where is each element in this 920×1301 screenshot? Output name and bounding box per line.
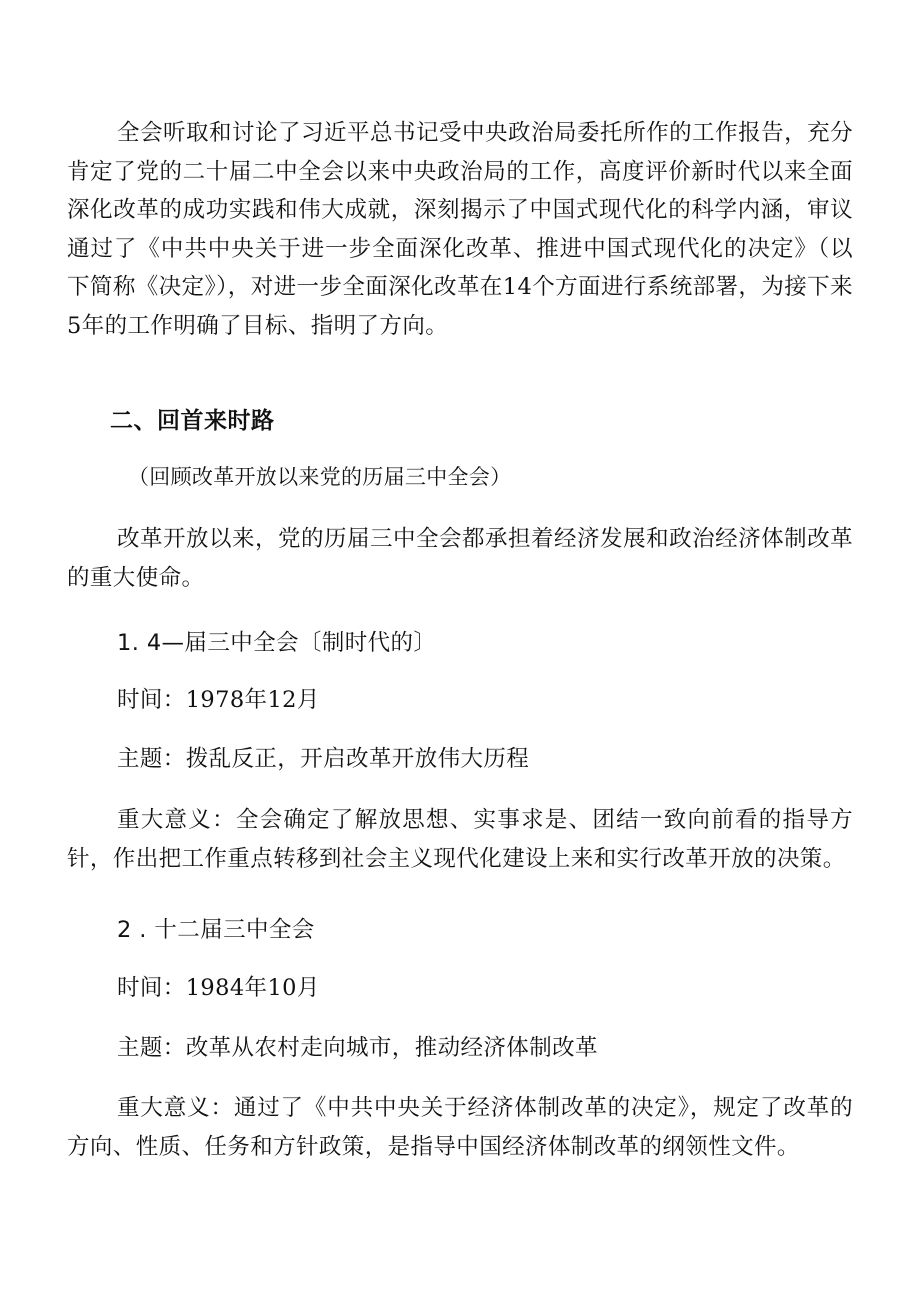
- section-subheading: （回顾改革开放以来党的历届三中全会）: [128, 465, 512, 489]
- item-1-title: 1. 4—届三中全会〔制时代的〕: [117, 630, 437, 656]
- intro-paragraph: 全会听取和讨论了习近平总书记受中央政治局委托所作的工作报告，充分肯定了党的二十届二中全会以来中央政治局的工作，高度评价新时代以来全面深化改革的成功实践和伟大成就，深刻揭示了中国式现代化的科学内涵，审议通过了《中共中央关于进一步全面深化改革、推进中国式现代化的决定》（以下简称《决定》），对进一步全面深化改革在14个方面进行系统部署，为接下来5年的工作明确了目标、指明了方向。: [67, 120, 853, 339]
- item-1-time: 时间：1978年12月: [117, 687, 320, 713]
- item-2-significance: 重大意义：通过了《中共中央关于经济体制改革的决定》，规定了改革的方向、性质、任务和方针政策，是指导中国经济体制改革的纲领性文件。: [67, 1095, 853, 1160]
- item-2-title: 2 . 十二届三中全会: [117, 917, 315, 943]
- item-1-significance: 重大意义：全会确定了解放思想、实事求是、团结一致向前看的指导方针，作出把工作重点转移到社会主义现代化建设上来和实行改革开放的决策。: [67, 807, 853, 872]
- section-intro-paragraph: 改革开放以来，党的历届三中全会都承担着经济发展和政治经济体制改革的重大使命。: [67, 526, 853, 591]
- item-1-theme: 主题：拨乱反正，开启改革开放伟大历程: [117, 746, 530, 772]
- item-2-time: 时间：1984年10月: [117, 975, 320, 1001]
- section-heading: 二、回首来时路: [110, 408, 275, 434]
- item-2-theme: 主题：改革从农村走向城市，推动经济体制改革: [117, 1035, 598, 1061]
